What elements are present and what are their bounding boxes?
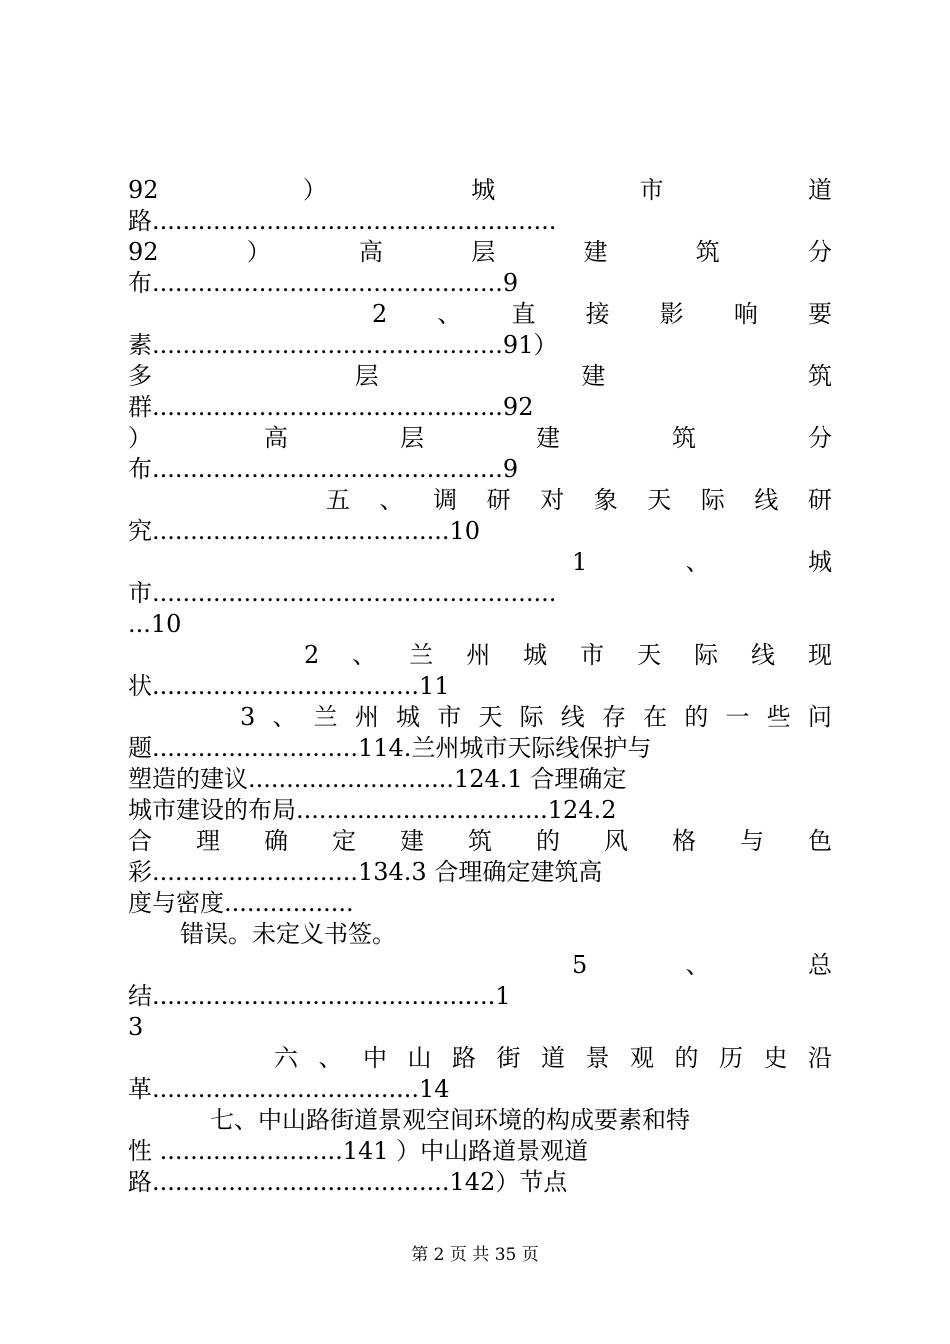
- toc-line: 题...........................114.兰州城市天际线保护与: [128, 734, 652, 762]
- toc-line: 92 ） 高 层 建 筑 分: [128, 238, 832, 266]
- toc-line: 错误。未定义书签。: [180, 920, 396, 948]
- toc-line: 性 ........................141 ）中山路道景观道: [128, 1137, 589, 1165]
- toc-line: 革...................................14: [128, 1075, 450, 1103]
- toc-line: 3 、 兰 州 城 市 天 际 线 存 在 的 一 些 问: [240, 703, 832, 731]
- toc-line: 市.....................................................: [128, 579, 557, 607]
- toc-line: 度与密度.................: [128, 889, 354, 917]
- toc-line: 彩...........................134.3 合理确定建筑高: [128, 858, 603, 886]
- toc-line: 合 理 确 定 建 筑 的 风 格 与 色: [128, 827, 832, 855]
- toc-line: 群..............................................92: [128, 393, 534, 421]
- toc-line: 城市建设的布局.................................124.2: [128, 796, 617, 824]
- page-footer: 第 2 页 共 35 页: [411, 1245, 539, 1265]
- toc-line: ...10: [128, 610, 182, 638]
- toc-line: 2 、 直 接 影 响 要: [372, 300, 832, 328]
- toc-line: 六 、 中 山 路 街 道 景 观 的 历 史 沿: [274, 1044, 832, 1072]
- toc-line: 布..............................................9: [128, 455, 519, 483]
- toc-line: 状...................................11: [128, 672, 450, 700]
- toc-text: 92: [128, 176, 159, 204]
- toc-line: 素..............................................91）: [128, 331, 558, 359]
- toc-line: 3: [128, 1013, 144, 1041]
- toc-line: 七、中山路街道景观空间环境的构成要素和特: [210, 1106, 690, 1134]
- toc-line: 5 、 总: [572, 951, 832, 979]
- toc-line: 结.............................................1: [128, 982, 511, 1010]
- toc-line: 多 层 建 筑: [128, 362, 832, 390]
- toc-line: 2 、 兰 州 城 市 天 际 线 现: [304, 641, 832, 669]
- table-of-contents: [128, 175, 832, 1198]
- toc-line: 1 、 城: [572, 548, 832, 576]
- toc-line: 路.......................................142）节点: [128, 1168, 568, 1196]
- toc-line: 路.....................................................: [128, 207, 557, 235]
- toc-line: 五 、 调 研 对 象 天 际 线 研: [326, 486, 832, 514]
- toc-line: 究.......................................10: [128, 517, 481, 545]
- toc-line: 92 ） 城 市 道: [128, 176, 832, 204]
- toc-line: 塑造的建议...........................124.1 合理确定: [128, 765, 627, 793]
- toc-line: 布..............................................9: [128, 269, 519, 297]
- toc-line: ） 高 层 建 筑 分: [128, 424, 832, 452]
